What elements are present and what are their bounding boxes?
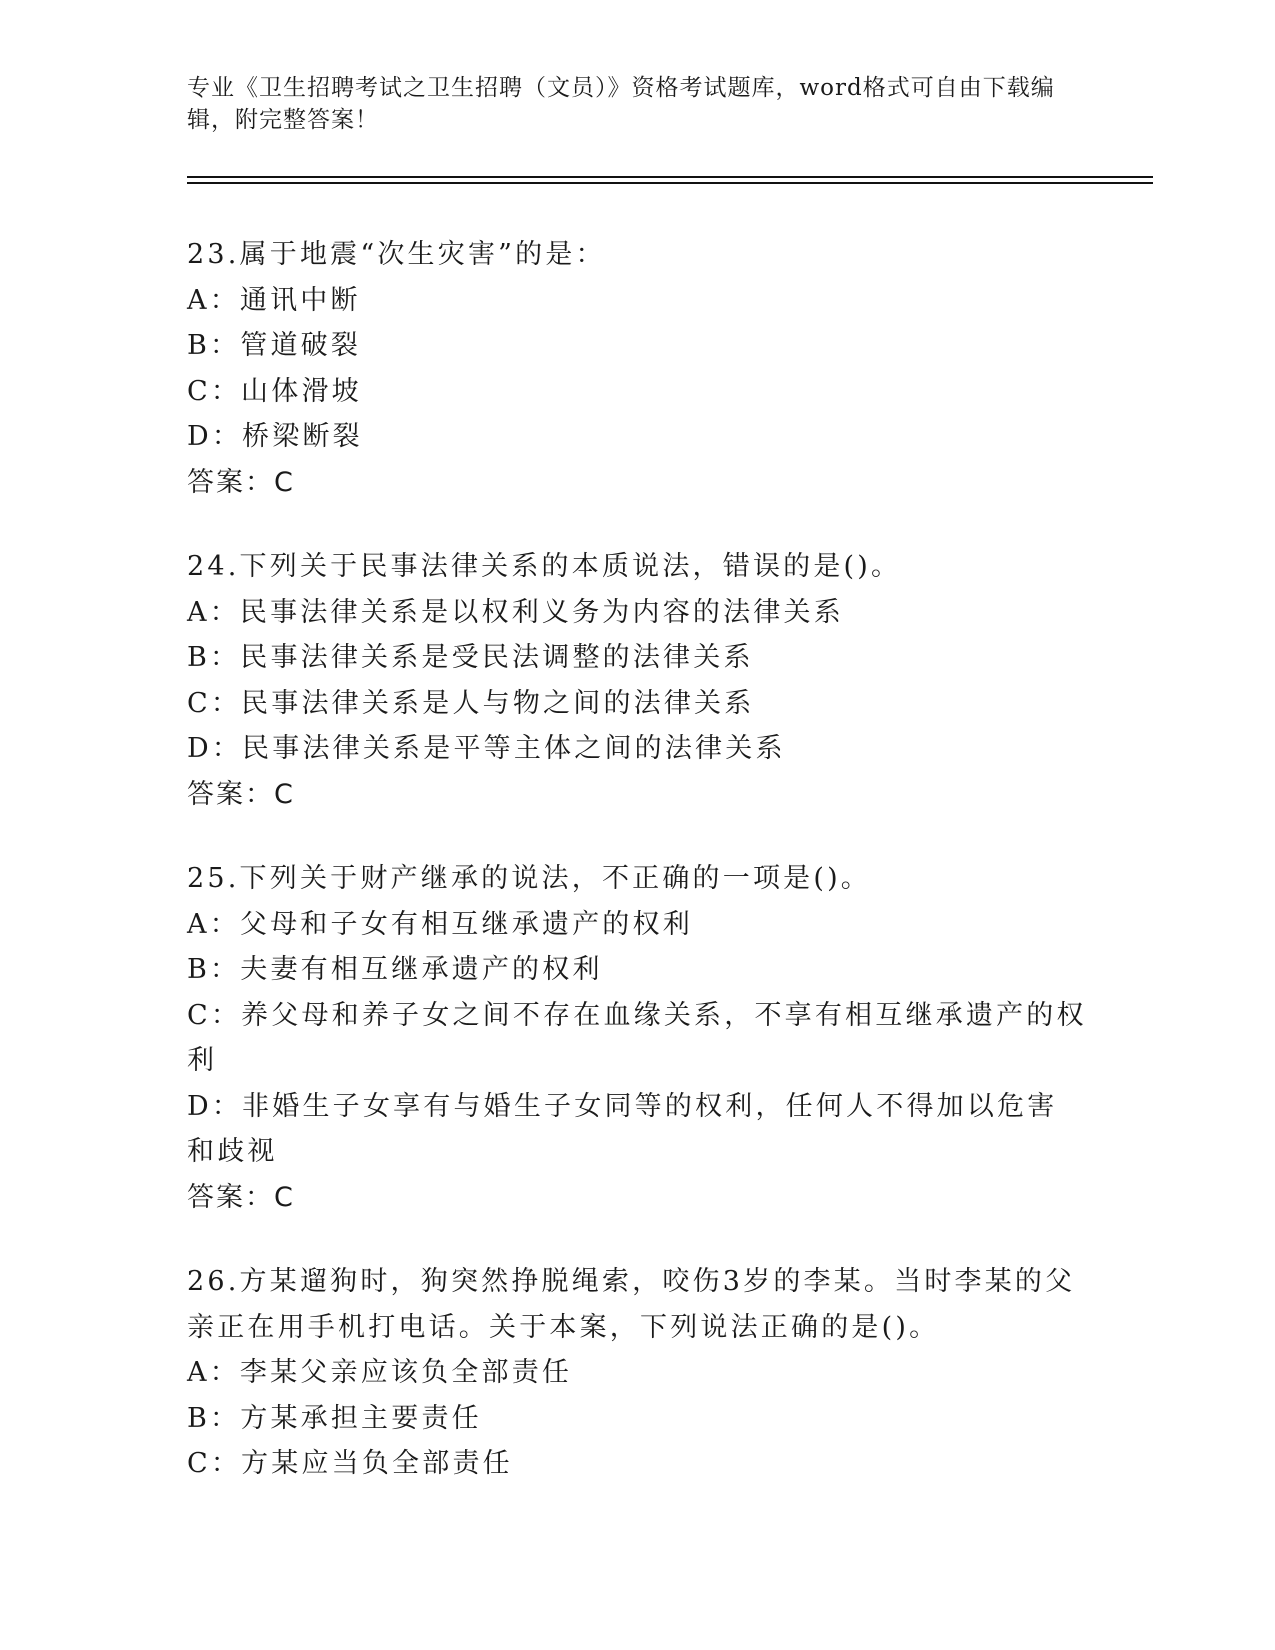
option-a: A：李某父亲应该负全部责任 — [187, 1357, 573, 1388]
question-24 — [187, 544, 1087, 817]
question-stem: 25.下列关于财产继承的说法，不正确的一项是()。 — [187, 863, 872, 894]
header-divider-bottom — [187, 182, 1153, 184]
option-b: B：方某承担主要责任 — [187, 1402, 482, 1434]
question-25 — [187, 856, 1087, 1220]
option-d: D：非婚生子女享有与婚生子女同等的权利，任何人不得加以危害和歧视 — [187, 1090, 1058, 1167]
option-c: C：方某应当负全部责任 — [187, 1448, 513, 1479]
option-c: C：养父母和养子女之间不存在血缘关系，不享有相互继承遗产的权利 — [187, 999, 1087, 1076]
option-c: C：民事法律关系是人与物之间的法律关系 — [187, 687, 755, 719]
option-d: D：民事法律关系是平等主体之间的法律关系 — [187, 733, 786, 764]
option-b: B：夫妻有相互继承遗产的权利 — [187, 954, 603, 985]
answer: 答案：C — [187, 1181, 295, 1213]
option-a: A：父母和子女有相互继承遗产的权利 — [187, 908, 693, 940]
question-26 — [187, 1259, 1087, 1487]
question-23 — [187, 232, 1087, 505]
document-header-text: 专业《卫生招聘考试之卫生招聘（文员）》资格考试题库，word格式可自由下载编辑，附完整答案！ — [187, 75, 1055, 133]
option-d: D：桥梁断裂 — [187, 421, 363, 452]
question-stem: 26.方某遛狗时，狗突然挣脱绳索，咬伤3岁的李某。当时李某的父亲正在用手机打电话。关于本案，下列说法正确的是()。 — [187, 1266, 1076, 1343]
question-list — [187, 232, 1087, 1526]
answer: 答案：C — [187, 778, 295, 810]
question-stem: 24.下列关于民事法律关系的本质说法，错误的是()。 — [187, 551, 902, 582]
option-b: B：民事法律关系是受民法调整的法律关系 — [187, 642, 754, 673]
answer: 答案：C — [187, 466, 295, 498]
option-b: B：管道破裂 — [187, 330, 362, 361]
header-divider-top — [187, 176, 1153, 178]
option-a: A：通讯中断 — [187, 284, 361, 316]
option-c: C：山体滑坡 — [187, 375, 362, 407]
question-stem: 23.属于地震“次生灾害”的是： — [187, 239, 606, 270]
option-a: A：民事法律关系是以权利义务为内容的法律关系 — [187, 596, 844, 628]
